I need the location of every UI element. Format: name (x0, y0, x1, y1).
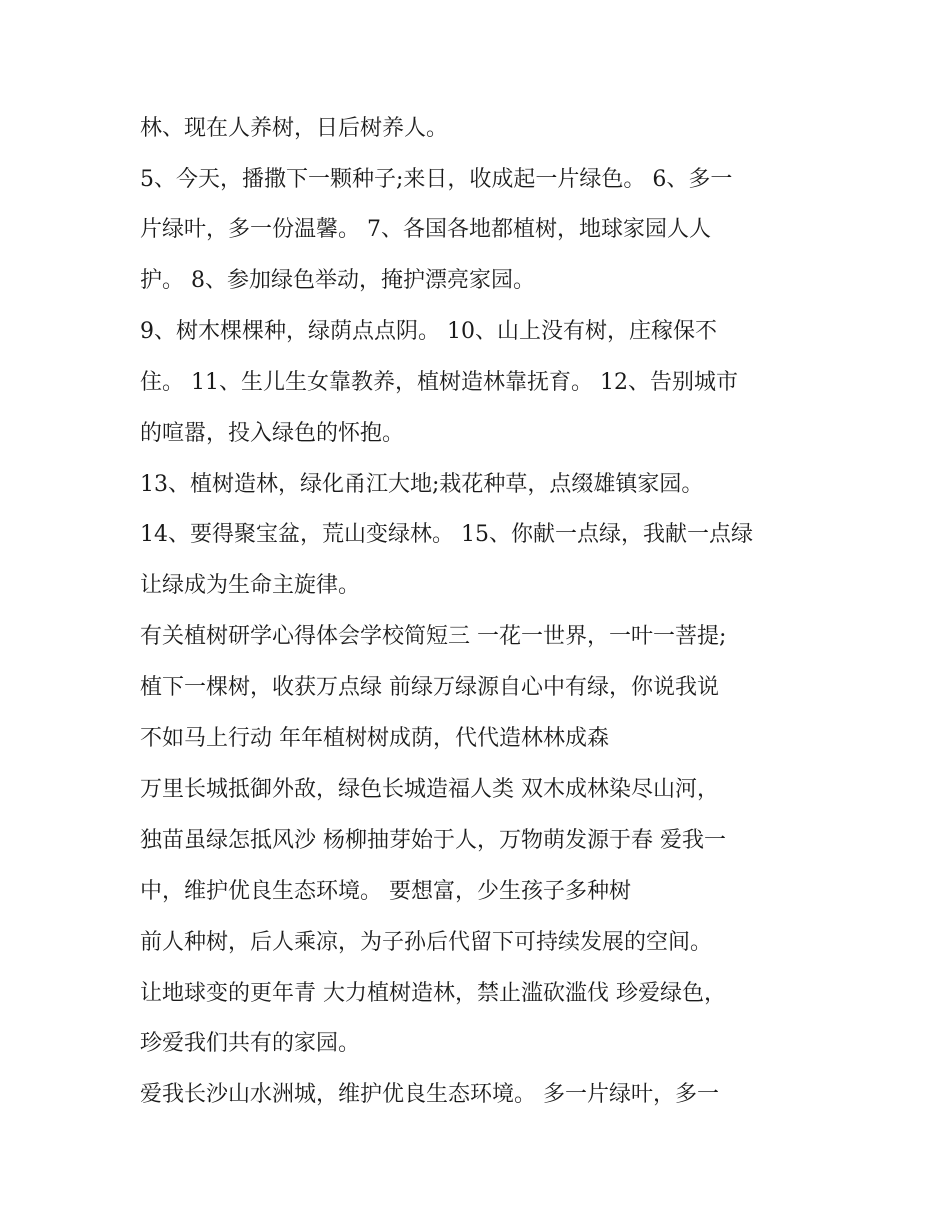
text-line: 珍爱我们共有的家园。 (140, 1031, 361, 1056)
text-line: 有关植树研学心得体会学校简短三 一花一世界，一叶一菩提; (140, 624, 727, 649)
text-line: 13、植树造林，绿化甬江大地;栽花种草，点缀雄镇家园。 (140, 472, 704, 497)
text-line: 独苗虽绿怎抵风沙 杨柳抽芽始于人，万物萌发源于春 爱我一 (140, 828, 726, 853)
text-line: 片绿叶，多一份温馨。 7、各国各地都植树，地球家园人人 (140, 217, 711, 242)
text-line: 住。 11、生儿生女靠教养，植树造林靠抚育。 12、告别城市 (140, 370, 738, 395)
text-line: 爱我长沙山水洲城，维护优良生态环境。 多一片绿叶，多一 (140, 1082, 719, 1107)
text-line: 让地球变的更年青 大力植树造林，禁止滥砍滥伐 珍爱绿色， (140, 981, 726, 1006)
text-line: 9、树木棵棵种，绿荫点点阴。 10、山上没有树，庄稼保不 (140, 319, 717, 344)
text-line: 的喧嚣，投入绿色的怀抱。 (140, 421, 405, 446)
text-line: 中，维护优良生态环境。 要想富，少生孩子多种树 (140, 879, 631, 904)
text-line: 不如马上行动 年年植树树成荫，代代造林林成森 (140, 726, 609, 751)
text-line: 5、今天，播撒下一颗种子;来日，收成起一片绿色。 6、多一 (140, 167, 733, 192)
text-line: 让绿成为生命主旋律。 (140, 573, 361, 598)
text-line: 前人种树，后人乘凉，为子孙后代留下可持续发展的空间。 (140, 930, 713, 955)
text-line: 林、现在人养树，日后树养人。 (140, 116, 449, 141)
text-line: 植下一棵树，收获万点绿 前绿万绿源自心中有绿，你说我说 (140, 675, 719, 700)
text-line: 护。 8、参加绿色举动，掩护漂亮家园。 (140, 268, 535, 293)
text-line: 万里长城抵御外敌，绿色长城造福人类 双木成林染尽山河， (140, 777, 719, 802)
text-line: 14、要得聚宝盆，荒山变绿林。 15、你献一点绿，我献一点绿 (140, 522, 753, 547)
